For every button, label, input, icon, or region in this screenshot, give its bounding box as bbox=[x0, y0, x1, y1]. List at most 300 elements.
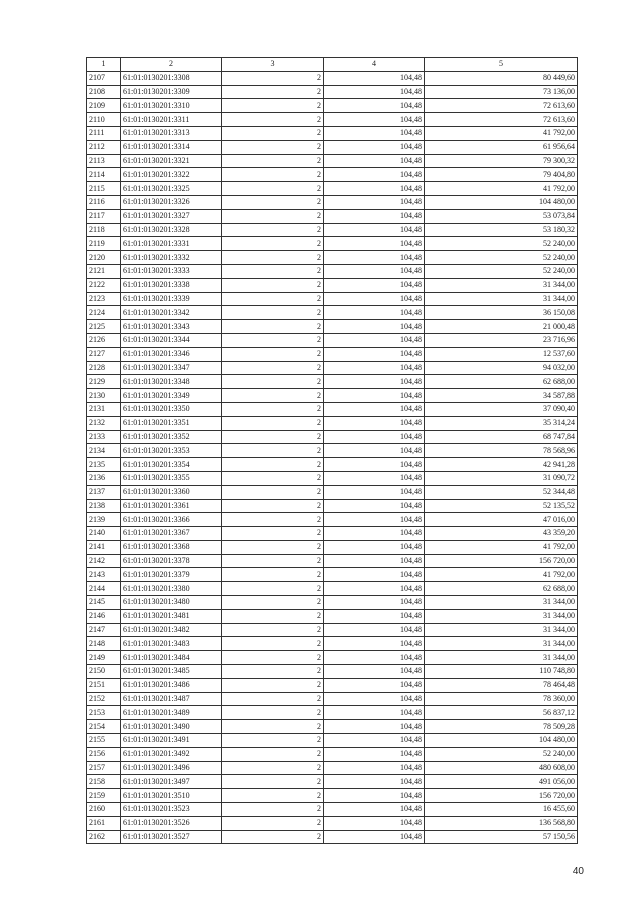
cadastral-number: 61:01:0130201:3348 bbox=[121, 375, 222, 389]
cadastral-number: 61:01:0130201:3331 bbox=[121, 237, 222, 251]
column-5-value: 53 073,84 bbox=[425, 209, 578, 223]
cadastral-number: 61:01:0130201:3351 bbox=[121, 416, 222, 430]
table-row bbox=[87, 389, 578, 403]
column-3-value: 2 bbox=[222, 513, 324, 527]
cadastral-number: 61:01:0130201:3491 bbox=[121, 734, 222, 748]
column-5-value: 62 688,00 bbox=[425, 375, 578, 389]
column-5-value: 41 792,00 bbox=[425, 540, 578, 554]
column-5-value: 41 792,00 bbox=[425, 126, 578, 140]
cadastral-number: 61:01:0130201:3349 bbox=[121, 389, 222, 403]
column-5-value: 78 360,00 bbox=[425, 692, 578, 706]
column-5-value: 104 480,00 bbox=[425, 734, 578, 748]
table-row bbox=[87, 623, 578, 637]
row-number: 2159 bbox=[87, 789, 121, 803]
column-header-4: 4 bbox=[324, 58, 425, 72]
table-row bbox=[87, 320, 578, 334]
column-4-value: 104,48 bbox=[324, 747, 425, 761]
column-3-value: 2 bbox=[222, 637, 324, 651]
row-number: 2118 bbox=[87, 223, 121, 237]
column-5-value: 52 135,52 bbox=[425, 499, 578, 513]
column-4-value: 104,48 bbox=[324, 623, 425, 637]
column-3-value: 2 bbox=[222, 485, 324, 499]
table-row bbox=[87, 830, 578, 844]
column-3-value: 2 bbox=[222, 402, 324, 416]
row-number: 2135 bbox=[87, 458, 121, 472]
column-3-value: 2 bbox=[222, 651, 324, 665]
column-4-value: 104,48 bbox=[324, 402, 425, 416]
cadastral-number: 61:01:0130201:3485 bbox=[121, 665, 222, 679]
table-row bbox=[87, 306, 578, 320]
column-4-value: 104,48 bbox=[324, 347, 425, 361]
table-row bbox=[87, 747, 578, 761]
row-number: 2125 bbox=[87, 320, 121, 334]
column-3-value: 2 bbox=[222, 168, 324, 182]
cadastral-number: 61:01:0130201:3523 bbox=[121, 803, 222, 817]
table-row bbox=[87, 651, 578, 665]
row-number: 2137 bbox=[87, 485, 121, 499]
table-row bbox=[87, 554, 578, 568]
column-3-value: 2 bbox=[222, 706, 324, 720]
table-row bbox=[87, 430, 578, 444]
column-5-value: 104 480,00 bbox=[425, 195, 578, 209]
column-4-value: 104,48 bbox=[324, 292, 425, 306]
column-4-value: 104,48 bbox=[324, 568, 425, 582]
row-number: 2110 bbox=[87, 113, 121, 127]
column-4-value: 104,48 bbox=[324, 223, 425, 237]
table-row bbox=[87, 292, 578, 306]
column-4-value: 104,48 bbox=[324, 389, 425, 403]
column-4-value: 104,48 bbox=[324, 582, 425, 596]
column-4-value: 104,48 bbox=[324, 85, 425, 99]
row-number: 2114 bbox=[87, 168, 121, 182]
column-4-value: 104,48 bbox=[324, 154, 425, 168]
cadastral-number: 61:01:0130201:3486 bbox=[121, 678, 222, 692]
column-3-value: 2 bbox=[222, 678, 324, 692]
column-4-value: 104,48 bbox=[324, 803, 425, 817]
column-5-value: 16 455,60 bbox=[425, 803, 578, 817]
row-number: 2113 bbox=[87, 154, 121, 168]
cadastral-number: 61:01:0130201:3353 bbox=[121, 444, 222, 458]
column-5-value: 52 240,00 bbox=[425, 251, 578, 265]
table-row bbox=[87, 692, 578, 706]
column-3-value: 2 bbox=[222, 306, 324, 320]
column-5-value: 57 150,56 bbox=[425, 830, 578, 844]
column-4-value: 104,48 bbox=[324, 99, 425, 113]
column-3-value: 2 bbox=[222, 361, 324, 375]
column-4-value: 104,48 bbox=[324, 430, 425, 444]
table-body bbox=[87, 71, 578, 844]
column-4-value: 104,48 bbox=[324, 789, 425, 803]
cadastral-number: 61:01:0130201:3487 bbox=[121, 692, 222, 706]
column-4-value: 104,48 bbox=[324, 734, 425, 748]
table-row bbox=[87, 789, 578, 803]
column-3-value: 2 bbox=[222, 154, 324, 168]
column-4-value: 104,48 bbox=[324, 527, 425, 541]
column-5-value: 52 240,00 bbox=[425, 747, 578, 761]
table-row bbox=[87, 333, 578, 347]
cadastral-number: 61:01:0130201:3314 bbox=[121, 140, 222, 154]
row-number: 2154 bbox=[87, 720, 121, 734]
cadastral-number: 61:01:0130201:3379 bbox=[121, 568, 222, 582]
column-4-value: 104,48 bbox=[324, 126, 425, 140]
row-number: 2149 bbox=[87, 651, 121, 665]
column-5-value: 35 314,24 bbox=[425, 416, 578, 430]
table-row bbox=[87, 361, 578, 375]
column-4-value: 104,48 bbox=[324, 678, 425, 692]
column-3-value: 2 bbox=[222, 430, 324, 444]
row-number: 2147 bbox=[87, 623, 121, 637]
cadastral-number: 61:01:0130201:3350 bbox=[121, 402, 222, 416]
cadastral-number: 61:01:0130201:3322 bbox=[121, 168, 222, 182]
column-5-value: 53 180,32 bbox=[425, 223, 578, 237]
table-row bbox=[87, 237, 578, 251]
row-number: 2161 bbox=[87, 816, 121, 830]
column-5-value: 31 344,00 bbox=[425, 609, 578, 623]
cadastral-number: 61:01:0130201:3352 bbox=[121, 430, 222, 444]
cadastral-number: 61:01:0130201:3482 bbox=[121, 623, 222, 637]
table-row bbox=[87, 375, 578, 389]
cadastral-number: 61:01:0130201:3526 bbox=[121, 816, 222, 830]
row-number: 2146 bbox=[87, 609, 121, 623]
column-5-value: 31 344,00 bbox=[425, 637, 578, 651]
table-row bbox=[87, 113, 578, 127]
column-3-value: 2 bbox=[222, 264, 324, 278]
cadastral-number: 61:01:0130201:3339 bbox=[121, 292, 222, 306]
row-number: 2158 bbox=[87, 775, 121, 789]
row-number: 2144 bbox=[87, 582, 121, 596]
cadastral-number: 61:01:0130201:3332 bbox=[121, 251, 222, 265]
cadastral-number: 61:01:0130201:3367 bbox=[121, 527, 222, 541]
row-number: 2156 bbox=[87, 747, 121, 761]
column-4-value: 104,48 bbox=[324, 361, 425, 375]
row-number: 2138 bbox=[87, 499, 121, 513]
column-3-value: 2 bbox=[222, 389, 324, 403]
column-3-value: 2 bbox=[222, 99, 324, 113]
column-3-value: 2 bbox=[222, 209, 324, 223]
column-3-value: 2 bbox=[222, 747, 324, 761]
column-4-value: 104,48 bbox=[324, 251, 425, 265]
row-number: 2130 bbox=[87, 389, 121, 403]
header-row bbox=[87, 58, 578, 72]
column-4-value: 104,48 bbox=[324, 320, 425, 334]
row-number: 2131 bbox=[87, 402, 121, 416]
cadastral-number: 61:01:0130201:3321 bbox=[121, 154, 222, 168]
table-row bbox=[87, 416, 578, 430]
table-row bbox=[87, 168, 578, 182]
column-4-value: 104,48 bbox=[324, 113, 425, 127]
cadastral-number: 61:01:0130201:3343 bbox=[121, 320, 222, 334]
table-row bbox=[87, 71, 578, 85]
column-4-value: 104,48 bbox=[324, 513, 425, 527]
column-3-value: 2 bbox=[222, 278, 324, 292]
column-4-value: 104,48 bbox=[324, 596, 425, 610]
column-3-value: 2 bbox=[222, 113, 324, 127]
column-5-value: 31 344,00 bbox=[425, 278, 578, 292]
column-5-value: 12 537,60 bbox=[425, 347, 578, 361]
row-number: 2129 bbox=[87, 375, 121, 389]
table-row bbox=[87, 154, 578, 168]
column-4-value: 104,48 bbox=[324, 706, 425, 720]
row-number: 2162 bbox=[87, 830, 121, 844]
column-4-value: 104,48 bbox=[324, 195, 425, 209]
table-row bbox=[87, 499, 578, 513]
column-3-value: 2 bbox=[222, 223, 324, 237]
column-5-value: 72 613,60 bbox=[425, 113, 578, 127]
table-row bbox=[87, 347, 578, 361]
column-5-value: 31 344,00 bbox=[425, 596, 578, 610]
cadastral-number: 61:01:0130201:3342 bbox=[121, 306, 222, 320]
column-header-3: 3 bbox=[222, 58, 324, 72]
column-5-value: 36 150,08 bbox=[425, 306, 578, 320]
column-5-value: 78 568,96 bbox=[425, 444, 578, 458]
column-3-value: 2 bbox=[222, 292, 324, 306]
column-5-value: 78 509,28 bbox=[425, 720, 578, 734]
cadastral-number: 61:01:0130201:3483 bbox=[121, 637, 222, 651]
column-5-value: 43 359,20 bbox=[425, 527, 578, 541]
cadastral-number: 61:01:0130201:3527 bbox=[121, 830, 222, 844]
column-3-value: 2 bbox=[222, 237, 324, 251]
table-row bbox=[87, 458, 578, 472]
column-4-value: 104,48 bbox=[324, 375, 425, 389]
cadastral-number: 61:01:0130201:3347 bbox=[121, 361, 222, 375]
row-number: 2115 bbox=[87, 182, 121, 196]
column-3-value: 2 bbox=[222, 665, 324, 679]
column-4-value: 104,48 bbox=[324, 471, 425, 485]
cadastral-number: 61:01:0130201:3325 bbox=[121, 182, 222, 196]
table-row bbox=[87, 140, 578, 154]
column-5-value: 79 404,80 bbox=[425, 168, 578, 182]
cadastral-number: 61:01:0130201:3344 bbox=[121, 333, 222, 347]
column-3-value: 2 bbox=[222, 195, 324, 209]
column-3-value: 2 bbox=[222, 126, 324, 140]
column-5-value: 47 016,00 bbox=[425, 513, 578, 527]
cadastral-number: 61:01:0130201:3366 bbox=[121, 513, 222, 527]
row-number: 2155 bbox=[87, 734, 121, 748]
column-4-value: 104,48 bbox=[324, 264, 425, 278]
column-4-value: 104,48 bbox=[324, 209, 425, 223]
row-number: 2111 bbox=[87, 126, 121, 140]
cadastral-number: 61:01:0130201:3492 bbox=[121, 747, 222, 761]
column-4-value: 104,48 bbox=[324, 485, 425, 499]
cadastral-number: 61:01:0130201:3380 bbox=[121, 582, 222, 596]
row-number: 2117 bbox=[87, 209, 121, 223]
column-4-value: 104,48 bbox=[324, 761, 425, 775]
column-4-value: 104,48 bbox=[324, 306, 425, 320]
column-5-value: 68 747,84 bbox=[425, 430, 578, 444]
row-number: 2126 bbox=[87, 333, 121, 347]
table-row bbox=[87, 568, 578, 582]
column-5-value: 21 000,48 bbox=[425, 320, 578, 334]
column-4-value: 104,48 bbox=[324, 554, 425, 568]
column-3-value: 2 bbox=[222, 85, 324, 99]
cadastral-number: 61:01:0130201:3481 bbox=[121, 609, 222, 623]
column-header-5: 5 bbox=[425, 58, 578, 72]
cadastral-number: 61:01:0130201:3378 bbox=[121, 554, 222, 568]
column-3-value: 2 bbox=[222, 182, 324, 196]
table-row bbox=[87, 596, 578, 610]
cadastral-number: 61:01:0130201:3496 bbox=[121, 761, 222, 775]
page-number: 40 bbox=[572, 866, 584, 877]
column-4-value: 104,48 bbox=[324, 416, 425, 430]
column-5-value: 37 090,40 bbox=[425, 402, 578, 416]
row-number: 2134 bbox=[87, 444, 121, 458]
table-row bbox=[87, 816, 578, 830]
row-number: 2143 bbox=[87, 568, 121, 582]
column-3-value: 2 bbox=[222, 775, 324, 789]
column-5-value: 31 344,00 bbox=[425, 292, 578, 306]
table-row bbox=[87, 761, 578, 775]
cadastral-number: 61:01:0130201:3311 bbox=[121, 113, 222, 127]
column-5-value: 52 240,00 bbox=[425, 237, 578, 251]
row-number: 2121 bbox=[87, 264, 121, 278]
column-5-value: 31 090,72 bbox=[425, 471, 578, 485]
table-row bbox=[87, 775, 578, 789]
column-5-value: 156 720,00 bbox=[425, 789, 578, 803]
row-number: 2160 bbox=[87, 803, 121, 817]
column-3-value: 2 bbox=[222, 375, 324, 389]
cadastral-number: 61:01:0130201:3355 bbox=[121, 471, 222, 485]
row-number: 2127 bbox=[87, 347, 121, 361]
table-row bbox=[87, 402, 578, 416]
cadastral-number: 61:01:0130201:3368 bbox=[121, 540, 222, 554]
column-3-value: 2 bbox=[222, 458, 324, 472]
column-3-value: 2 bbox=[222, 596, 324, 610]
column-5-value: 94 032,00 bbox=[425, 361, 578, 375]
column-3-value: 2 bbox=[222, 471, 324, 485]
column-3-value: 2 bbox=[222, 527, 324, 541]
column-3-value: 2 bbox=[222, 416, 324, 430]
row-number: 2157 bbox=[87, 761, 121, 775]
table-row bbox=[87, 264, 578, 278]
column-3-value: 2 bbox=[222, 333, 324, 347]
column-5-value: 156 720,00 bbox=[425, 554, 578, 568]
row-number: 2123 bbox=[87, 292, 121, 306]
row-number: 2116 bbox=[87, 195, 121, 209]
row-number: 2141 bbox=[87, 540, 121, 554]
table-row bbox=[87, 195, 578, 209]
row-number: 2132 bbox=[87, 416, 121, 430]
column-4-value: 104,48 bbox=[324, 720, 425, 734]
column-3-value: 2 bbox=[222, 499, 324, 513]
column-4-value: 104,48 bbox=[324, 71, 425, 85]
column-5-value: 136 568,80 bbox=[425, 816, 578, 830]
column-4-value: 104,48 bbox=[324, 651, 425, 665]
table-row bbox=[87, 582, 578, 596]
table-row bbox=[87, 278, 578, 292]
column-4-value: 104,48 bbox=[324, 168, 425, 182]
table-row bbox=[87, 444, 578, 458]
column-3-value: 2 bbox=[222, 347, 324, 361]
column-5-value: 480 608,00 bbox=[425, 761, 578, 775]
cadastral-number: 61:01:0130201:3326 bbox=[121, 195, 222, 209]
row-number: 2151 bbox=[87, 678, 121, 692]
column-4-value: 104,48 bbox=[324, 540, 425, 554]
row-number: 2107 bbox=[87, 71, 121, 85]
column-3-value: 2 bbox=[222, 251, 324, 265]
row-number: 2133 bbox=[87, 430, 121, 444]
cadastral-number: 61:01:0130201:3328 bbox=[121, 223, 222, 237]
column-5-value: 41 792,00 bbox=[425, 568, 578, 582]
column-3-value: 2 bbox=[222, 734, 324, 748]
table-row bbox=[87, 471, 578, 485]
row-number: 2148 bbox=[87, 637, 121, 651]
cadastral-number: 61:01:0130201:3327 bbox=[121, 209, 222, 223]
table-row bbox=[87, 803, 578, 817]
cadastral-number: 61:01:0130201:3310 bbox=[121, 99, 222, 113]
column-4-value: 104,48 bbox=[324, 333, 425, 347]
row-number: 2140 bbox=[87, 527, 121, 541]
column-5-value: 56 837,12 bbox=[425, 706, 578, 720]
cadastral-number: 61:01:0130201:3489 bbox=[121, 706, 222, 720]
column-3-value: 2 bbox=[222, 140, 324, 154]
cadastral-number: 61:01:0130201:3354 bbox=[121, 458, 222, 472]
column-3-value: 2 bbox=[222, 623, 324, 637]
column-4-value: 104,48 bbox=[324, 499, 425, 513]
column-5-value: 79 300,32 bbox=[425, 154, 578, 168]
column-5-value: 72 613,60 bbox=[425, 99, 578, 113]
row-number: 2120 bbox=[87, 251, 121, 265]
column-5-value: 41 792,00 bbox=[425, 182, 578, 196]
table-header bbox=[87, 58, 578, 72]
row-number: 2152 bbox=[87, 692, 121, 706]
column-5-value: 34 587,88 bbox=[425, 389, 578, 403]
row-number: 2136 bbox=[87, 471, 121, 485]
column-3-value: 2 bbox=[222, 71, 324, 85]
column-3-value: 2 bbox=[222, 720, 324, 734]
column-5-value: 52 344,48 bbox=[425, 485, 578, 499]
table-row bbox=[87, 182, 578, 196]
column-3-value: 2 bbox=[222, 830, 324, 844]
table-row bbox=[87, 720, 578, 734]
table-row bbox=[87, 85, 578, 99]
cadastral-number: 61:01:0130201:3313 bbox=[121, 126, 222, 140]
column-4-value: 104,48 bbox=[324, 816, 425, 830]
column-5-value: 52 240,00 bbox=[425, 264, 578, 278]
column-4-value: 104,48 bbox=[324, 458, 425, 472]
table-row bbox=[87, 223, 578, 237]
row-number: 2108 bbox=[87, 85, 121, 99]
column-4-value: 104,48 bbox=[324, 609, 425, 623]
column-3-value: 2 bbox=[222, 568, 324, 582]
row-number: 2150 bbox=[87, 665, 121, 679]
row-number: 2145 bbox=[87, 596, 121, 610]
row-number: 2153 bbox=[87, 706, 121, 720]
row-number: 2109 bbox=[87, 99, 121, 113]
row-number: 2142 bbox=[87, 554, 121, 568]
row-number: 2128 bbox=[87, 361, 121, 375]
column-4-value: 104,48 bbox=[324, 140, 425, 154]
table-row bbox=[87, 665, 578, 679]
column-3-value: 2 bbox=[222, 444, 324, 458]
cadastral-number: 61:01:0130201:3497 bbox=[121, 775, 222, 789]
cadastral-table bbox=[86, 57, 578, 844]
cadastral-number: 61:01:0130201:3333 bbox=[121, 264, 222, 278]
row-number: 2122 bbox=[87, 278, 121, 292]
column-3-value: 2 bbox=[222, 320, 324, 334]
table-row bbox=[87, 706, 578, 720]
column-3-value: 2 bbox=[222, 789, 324, 803]
column-4-value: 104,48 bbox=[324, 692, 425, 706]
cadastral-number: 61:01:0130201:3361 bbox=[121, 499, 222, 513]
column-5-value: 491 056,00 bbox=[425, 775, 578, 789]
column-3-value: 2 bbox=[222, 761, 324, 775]
column-3-value: 2 bbox=[222, 554, 324, 568]
column-3-value: 2 bbox=[222, 816, 324, 830]
cadastral-number: 61:01:0130201:3484 bbox=[121, 651, 222, 665]
table-row bbox=[87, 609, 578, 623]
column-5-value: 31 344,00 bbox=[425, 651, 578, 665]
cadastral-number: 61:01:0130201:3338 bbox=[121, 278, 222, 292]
